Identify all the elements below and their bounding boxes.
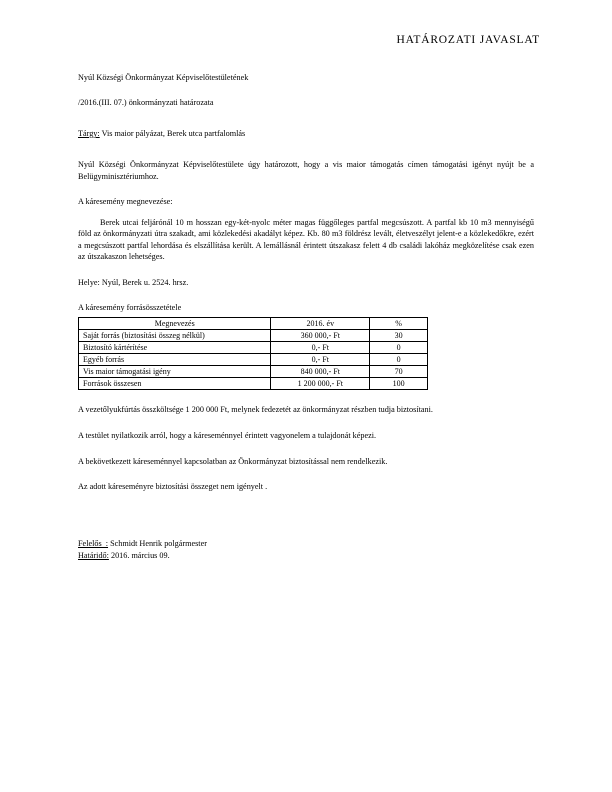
responsible-label: Felelős : bbox=[78, 539, 109, 548]
note-3: A bekövetkezett káreseménnyel kapcsolatban az Önkormányzat biztosítással nem rendelkezik. bbox=[78, 456, 388, 466]
responsible-line bbox=[78, 538, 534, 550]
row-percent: 0 bbox=[370, 354, 428, 366]
row-name: Források összesen bbox=[79, 378, 271, 390]
event-paragraph: Berek utcai feljárónál 10 m hosszan egy-két-nyolc méter magas függőleges partfal megcsúszott. A partfal kb 10 m3 mennyiségű föld az önkormányzati útra szakadt, ami közlekedési akadályt képez. Kb. 80 m3 földrész levált, életveszélyt jelent-e a közlekedőkre, ezért a megcsúszott partfal lehordása és elszállítása került. A lemállásnál érintett útszakasz felett 4 db családi lakóház megközelítése csak ezen az útszakaszon lehetséges. bbox=[78, 217, 534, 262]
column-header-year: 2016. év bbox=[271, 318, 370, 330]
funding-label: A káresemény forrásösszetétele bbox=[78, 303, 182, 313]
row-value: 0,- Ft bbox=[271, 342, 370, 354]
page-title: HATÁROZATI JAVASLAT bbox=[396, 34, 540, 46]
row-name: Biztosító kártérítése bbox=[79, 342, 271, 354]
note-1: A vezetőlyukfúrtás összköltsége 1 200 000 Ft, melynek fedezetét az önkormányzat részben tudja biztosítani. bbox=[78, 405, 433, 415]
column-header-name: Megnevezés bbox=[79, 318, 271, 330]
row-percent: 0 bbox=[370, 342, 428, 354]
deadline-line bbox=[78, 550, 534, 562]
deadline-label: Határidő: bbox=[78, 551, 109, 561]
location-line: Helye: Nyúl, Berek u. 2524. hrsz. bbox=[78, 278, 189, 288]
note-2: A testület nyilatkozik arról, hogy a káreseménnyel érintett vagyonelem a tulajdonát képezi. bbox=[78, 430, 377, 440]
row-name: Saját forrás (biztosítási összeg nélkül) bbox=[79, 330, 271, 342]
row-value: 840 000,- Ft bbox=[271, 366, 370, 378]
table-row bbox=[79, 354, 428, 366]
subject-line bbox=[78, 128, 534, 139]
table-header-row bbox=[79, 318, 428, 330]
intro-paragraph: Nyúl Községi Önkormányzat Képviselőtestülete úgy határozott, hogy a vis maior támogatás címen támogatási igényt nyújt be a Belügyminisztériumhoz. bbox=[78, 160, 534, 181]
note-4: Az adott káreseményre biztosítási összeget nem igényelt . bbox=[78, 482, 268, 492]
event-label: A káresemény megnevezése: bbox=[78, 197, 173, 207]
row-name: Egyéb forrás bbox=[79, 354, 271, 366]
column-header-percent: % bbox=[370, 318, 428, 330]
table-row bbox=[79, 366, 428, 378]
row-percent: 30 bbox=[370, 330, 428, 342]
row-percent: 70 bbox=[370, 366, 428, 378]
subject-text: Vis maior pályázat, Berek utca partfalomlás bbox=[99, 129, 246, 139]
funding-table-body bbox=[79, 318, 428, 390]
row-value: 1 200 000,- Ft bbox=[271, 378, 370, 390]
funding-table bbox=[78, 317, 428, 390]
table-row bbox=[79, 330, 428, 342]
responsible-value: Schmidt Henrik polgármester bbox=[108, 539, 207, 548]
council-line: Nyúl Községi Önkormányzat Képviselőtestületének bbox=[78, 73, 249, 82]
table-row bbox=[79, 378, 428, 390]
row-value: 0,- Ft bbox=[271, 354, 370, 366]
row-percent: 100 bbox=[370, 378, 428, 390]
row-value: 360 000,- Ft bbox=[271, 330, 370, 342]
document-body bbox=[78, 72, 534, 493]
signature-block bbox=[78, 538, 534, 563]
row-name: Vis maior támogatási igény bbox=[79, 366, 271, 378]
subject-label: Tárgy: bbox=[78, 129, 100, 139]
decision-number-line: /2016.(III. 07.) önkormányzati határozata bbox=[78, 98, 214, 108]
table-row bbox=[79, 342, 428, 354]
deadline-value: 2016. március 09. bbox=[108, 551, 170, 561]
